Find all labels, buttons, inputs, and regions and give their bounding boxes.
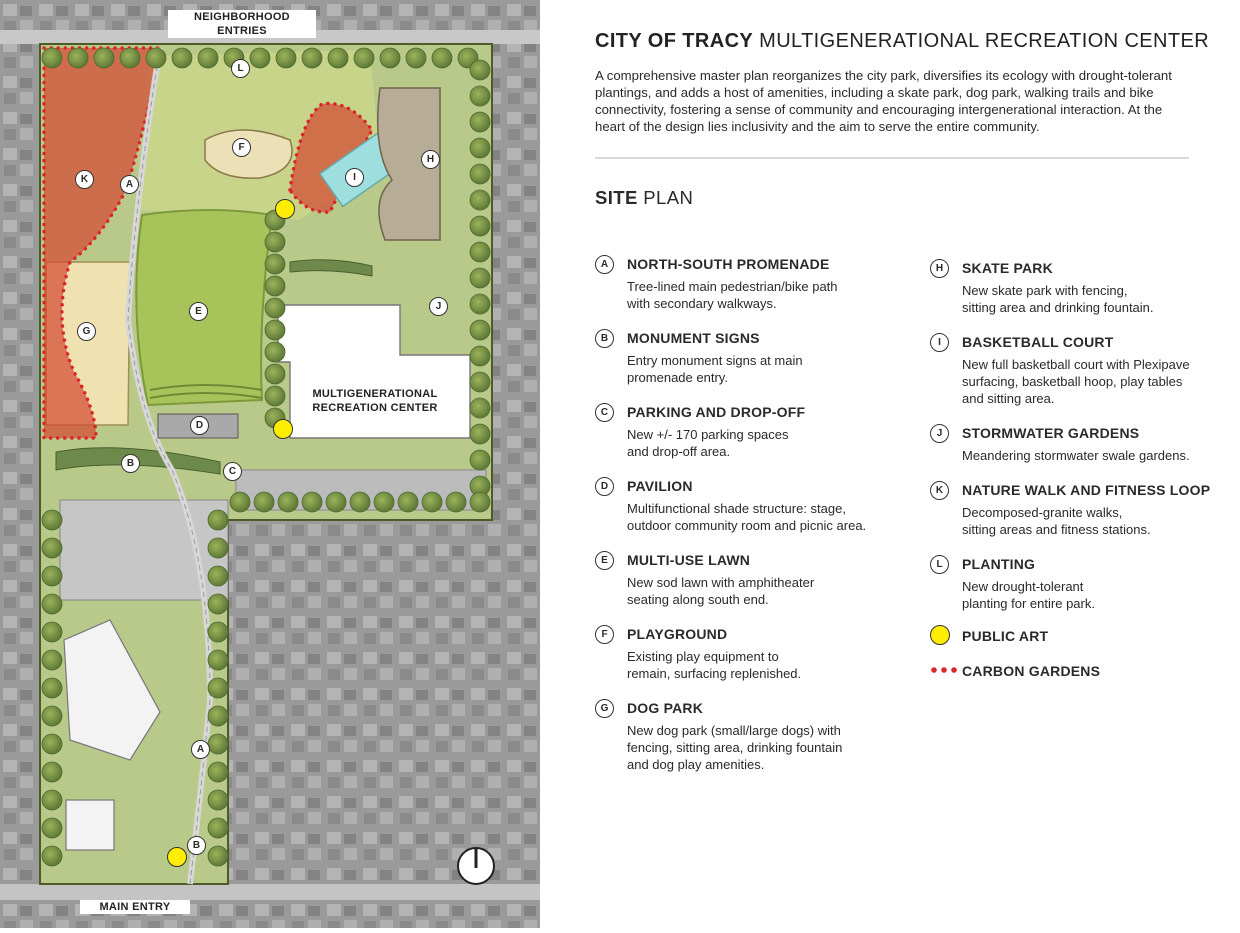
legend-column-right	[930, 260, 1230, 698]
legend-item-title: PAVILION	[627, 478, 693, 494]
tree	[326, 492, 346, 512]
tree	[470, 112, 490, 132]
tree	[470, 268, 490, 288]
map-marker: D	[190, 416, 209, 435]
tree	[42, 706, 62, 726]
legend-column-left	[595, 256, 915, 791]
tree	[350, 492, 370, 512]
tree	[422, 492, 442, 512]
section-title-rest: PLAN	[637, 187, 694, 208]
legend-item-b	[595, 330, 915, 386]
tree	[42, 48, 62, 68]
legend-item-title: PLAYGROUND	[627, 626, 728, 642]
tree	[470, 372, 490, 392]
map-marker: I	[345, 168, 364, 187]
tree	[208, 762, 228, 782]
legend-public-art-label: PUBLIC ART	[962, 628, 1049, 644]
legend-carbon-gardens	[930, 663, 1230, 680]
tree	[208, 538, 228, 558]
tree	[265, 386, 285, 406]
title-project: MULTIGENERATIONAL RECREATION CENTER	[753, 30, 1210, 52]
tree	[42, 510, 62, 530]
tree	[470, 86, 490, 106]
public-art-marker-icon	[167, 847, 187, 867]
tree	[120, 48, 140, 68]
tree	[172, 48, 192, 68]
legend-letter-badge: L	[930, 555, 949, 574]
legend-item-description: New drought-tolerant planting for entire park.	[962, 579, 1095, 611]
legend-item-description: New dog park (small/large dogs) with fencing, sitting area, drinking fountain and dog play amenities.	[627, 723, 843, 772]
legend-letter-badge: K	[930, 481, 949, 500]
tree	[380, 48, 400, 68]
legend-item-description: New sod lawn with amphitheater seating along south end.	[627, 575, 815, 607]
legend-item-a	[595, 256, 915, 312]
tree	[68, 48, 88, 68]
tree	[42, 622, 62, 642]
info-panel	[595, 30, 1225, 772]
site-plan-drawing	[0, 0, 540, 928]
tree	[278, 492, 298, 512]
map-marker: A	[191, 740, 210, 759]
tree	[446, 492, 466, 512]
tree	[208, 622, 228, 642]
tree	[254, 492, 274, 512]
legend-item-g	[595, 700, 915, 773]
map-marker: B	[121, 454, 140, 473]
legend-letter-badge: I	[930, 333, 949, 352]
legend-item-f	[595, 626, 915, 682]
tree	[328, 48, 348, 68]
tree	[470, 190, 490, 210]
map-marker: E	[189, 302, 208, 321]
main-entry-label: MAIN ENTRY	[80, 900, 190, 914]
legend-item-title: MULTI-USE LAWN	[627, 552, 751, 568]
legend-item-title: DOG PARK	[627, 700, 704, 716]
tree	[208, 734, 228, 754]
legend-item-j	[930, 425, 1230, 464]
tree	[42, 762, 62, 782]
tree	[94, 48, 114, 68]
neighborhood-entries-label: NEIGHBORHOOD ENTRIES	[168, 10, 316, 38]
map-marker: J	[429, 297, 448, 316]
legend-item-description: New full basketball court with Plexipave surfacing, basketball hoop, play tables and sitting area.	[962, 357, 1190, 406]
tree	[208, 818, 228, 838]
tree	[302, 492, 322, 512]
tree	[42, 846, 62, 866]
tree	[208, 650, 228, 670]
tree	[265, 298, 285, 318]
tree	[265, 276, 285, 296]
legend-item-description: Multifunctional shade structure: stage, outdoor community room and picnic area.	[627, 501, 867, 533]
map-marker: B	[187, 836, 206, 855]
legend-item-l	[930, 556, 1230, 612]
recreation-center-label: MULTIGENERATIONAL RECREATION CENTER	[312, 388, 438, 414]
tree	[470, 60, 490, 80]
tree	[42, 734, 62, 754]
tree	[406, 48, 426, 68]
legend-item-title: SKATE PARK	[962, 260, 1053, 276]
tree	[42, 594, 62, 614]
legend-item-title: STORMWATER GARDENS	[962, 425, 1140, 441]
legend-letter-badge: F	[595, 625, 614, 644]
legend-item-description: Existing play equipment to remain, surfacing replenished.	[627, 649, 802, 681]
legend-letter-badge: C	[595, 403, 614, 422]
legend-item-description: Tree-lined main pedestrian/bike path with secondary walkways.	[627, 279, 838, 311]
tree	[230, 492, 250, 512]
tree	[208, 678, 228, 698]
tree	[208, 510, 228, 530]
tree	[265, 232, 285, 252]
map-marker: A	[120, 175, 139, 194]
site-plan-map	[0, 0, 540, 928]
tree	[146, 48, 166, 68]
tree	[250, 48, 270, 68]
section-title-bold: SITE	[595, 187, 638, 208]
intro-paragraph: A comprehensive master plan reorganizes the city park, diversifies its ecology with drought-tolerant plantings, and adds a host of amenities, including a skate park, dog park, walking trails and bike connectivity, fostering a sense of community and encouraging intergenerational interaction. At the heart of the design lies inclusivity and the aim to serve the entire community.	[595, 68, 1172, 134]
red-dotted-line-icon	[930, 666, 960, 674]
tree	[276, 48, 296, 68]
tree	[470, 398, 490, 418]
tree	[42, 818, 62, 838]
tree	[470, 138, 490, 158]
page-title	[595, 30, 1225, 53]
legend-item-c	[595, 404, 915, 460]
legend-item-e	[595, 552, 915, 608]
legend-item-k	[930, 482, 1230, 538]
legend-item-description: Decomposed-granite walks, sitting areas and fitness stations.	[962, 505, 1151, 537]
tree	[265, 320, 285, 340]
legend-item-title: MONUMENT SIGNS	[627, 330, 760, 346]
map-marker: G	[77, 322, 96, 341]
legend-item-description: New skate park with fencing, sitting area and drinking fountain.	[962, 283, 1154, 315]
legend-item-title: BASKETBALL COURT	[962, 334, 1114, 350]
tree	[42, 678, 62, 698]
legend-letter-badge: B	[595, 329, 614, 348]
tree	[470, 492, 490, 512]
tree	[470, 450, 490, 470]
tree	[470, 346, 490, 366]
tree	[42, 650, 62, 670]
section-title	[595, 187, 1225, 209]
map-marker: H	[421, 150, 440, 169]
tree	[208, 566, 228, 586]
tree	[208, 594, 228, 614]
divider	[595, 157, 1189, 159]
legend-item-title: NATURE WALK AND FITNESS LOOP	[962, 482, 1211, 498]
tree	[470, 216, 490, 236]
tree	[374, 492, 394, 512]
legend-letter-badge: H	[930, 259, 949, 278]
map-marker: F	[232, 138, 251, 157]
tree	[302, 48, 322, 68]
legend-item-i	[930, 334, 1230, 407]
legend-item-description: New +/- 170 parking spaces and drop-off area.	[627, 427, 789, 459]
legend-item-title: PLANTING	[962, 556, 1036, 572]
tree	[265, 254, 285, 274]
map-marker: C	[223, 462, 242, 481]
legend-item-title: PARKING AND DROP-OFF	[627, 404, 806, 420]
tree	[208, 790, 228, 810]
public-art-marker-icon	[275, 199, 295, 219]
tree	[42, 566, 62, 586]
tree	[470, 320, 490, 340]
legend-item-description: Entry monument signs at main promenade entry.	[627, 353, 803, 385]
tree	[432, 48, 452, 68]
legend-letter-badge: J	[930, 424, 949, 443]
tree	[198, 48, 218, 68]
title-city: CITY OF TRACY	[595, 30, 754, 52]
map-marker: K	[75, 170, 94, 189]
tree	[208, 706, 228, 726]
tree	[470, 242, 490, 262]
tree	[42, 790, 62, 810]
tree	[265, 342, 285, 362]
tree	[42, 538, 62, 558]
legend-item-title: NORTH-SOUTH PROMENADE	[627, 256, 830, 272]
legend-letter-badge: G	[595, 699, 614, 718]
legend-public-art	[930, 628, 1230, 645]
tree	[398, 492, 418, 512]
legend-letter-badge: E	[595, 551, 614, 570]
legend-item-description: Meandering stormwater swale gardens.	[962, 448, 1190, 463]
tree	[470, 294, 490, 314]
public-art-marker-icon	[930, 625, 950, 645]
legend-letter-badge: D	[595, 477, 614, 496]
tree	[265, 364, 285, 384]
tree	[208, 846, 228, 866]
tree	[470, 424, 490, 444]
tree	[354, 48, 374, 68]
legend-item-h	[930, 260, 1230, 316]
tree	[470, 164, 490, 184]
legend-item-d	[595, 478, 915, 534]
legend-carbon-gardens-label: CARBON GARDENS	[962, 663, 1101, 679]
legend-letter-badge: A	[595, 255, 614, 274]
map-marker: L	[231, 59, 250, 78]
public-art-marker-icon	[273, 419, 293, 439]
